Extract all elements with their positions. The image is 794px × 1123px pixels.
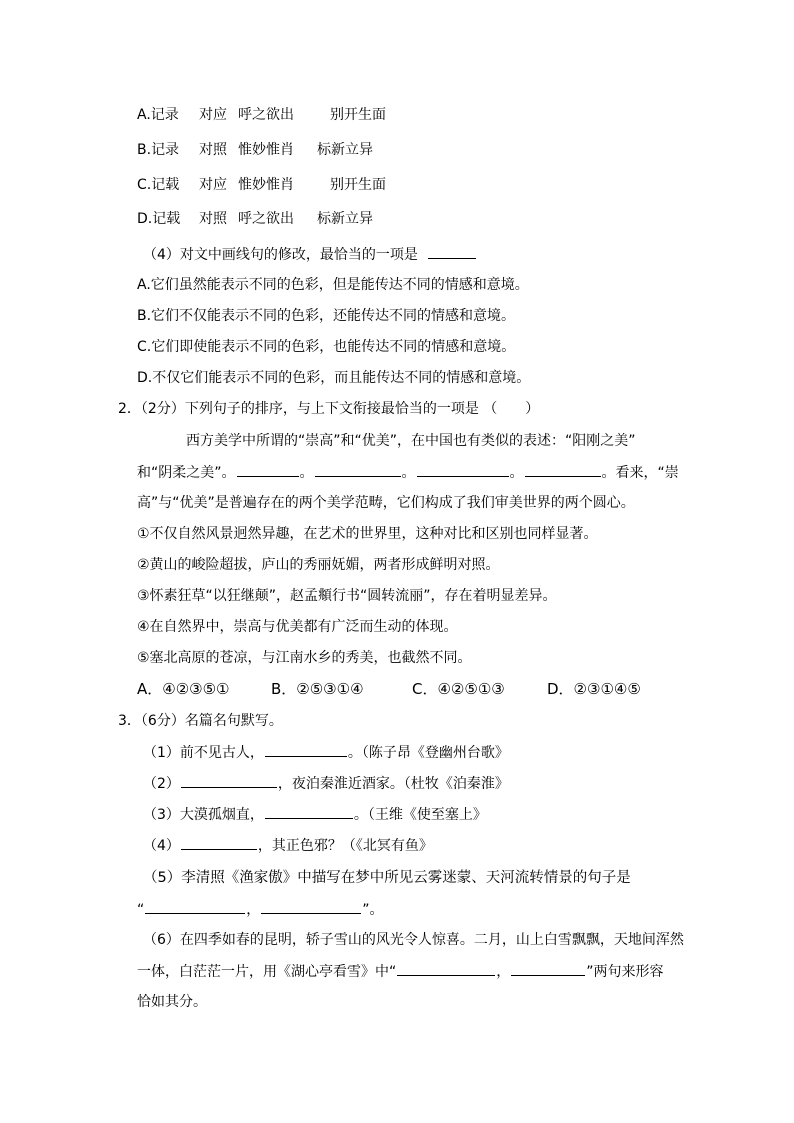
recite-blank[interactable] <box>145 899 245 914</box>
q3-stem: 3．（6分）名篇名句默写。 <box>118 713 283 729</box>
q2-item-2: ②黄山的峻险超拔，庐山的秀丽妩媚，两者形成鲜明对照。 <box>137 557 500 573</box>
q2-stem: 2．（2分）下列句子的排序，与上下文衔接最恰当的一项是 （ ） <box>118 401 540 417</box>
option-row-b: B.记录 对照 惟妙惟肖 标新立异 <box>137 142 373 158</box>
recite-blank[interactable] <box>261 899 361 914</box>
q3-item-3: （3）大漠孤烟直， 。（王维《使至塞上》 <box>143 804 487 825</box>
q3-item-6-line-3: 恰如其分。 <box>137 994 207 1010</box>
q3-item-5-line-2: “ ， ”。 <box>137 899 384 920</box>
option-row-c: C.记载 对应 惟妙惟肖 别开生面 <box>137 177 386 193</box>
q2-passage-line-1: 西方美学中所谓的“崇高”和“优美”，在中国也有类似的表述：“阳刚之美” <box>186 433 636 449</box>
passage-blank[interactable] <box>525 462 601 477</box>
recite-blank[interactable] <box>265 742 347 757</box>
option-row-d: D.记载 对照 呼之欲出 标新立异 <box>137 211 373 227</box>
recite-blank[interactable] <box>397 961 495 976</box>
q2-passage-line-3: 高”与“优美”是普遍存在的两个美学范畴，它们构成了我们审美世界的两个圆心。 <box>137 495 635 511</box>
recite-blank[interactable] <box>511 961 585 976</box>
choice-c[interactable]: C．④②⑤①③ <box>412 680 505 698</box>
passage-blank[interactable] <box>315 462 401 477</box>
choice-b[interactable]: B．②⑤③①④ <box>271 680 364 698</box>
q2-item-1: ①不仅自然风景迥然异趣，在艺术的世界里，这种对比和区别也同样显著。 <box>137 526 598 542</box>
q2-item-5: ⑤塞北高原的苍凉，与江南水乡的秀美，也截然不同。 <box>137 650 472 666</box>
sub4-option-b: B.它们不仅能表示不同的色彩，还能传达不同的情感和意境。 <box>137 308 516 324</box>
choice-a[interactable]: A．④②③⑤① <box>137 680 230 698</box>
q3-item-4: （4） ，其正色邪？（《北冥有鱼》 <box>143 835 433 856</box>
sub4-option-d: D.不仅它们能表示不同的色彩，而且能传达不同的情感和意境。 <box>137 370 531 386</box>
q3-item-5-line-1: （5）李清照《渔家傲》中描写在梦中所见云雾迷蒙、天河流转情景的句子是 <box>143 870 631 886</box>
passage-blank[interactable] <box>237 462 299 477</box>
q2-item-4: ④在自然界中，崇高与优美都有广泛而生动的体现。 <box>137 619 458 635</box>
choice-d[interactable]: D．②③①④⑤ <box>547 680 641 698</box>
sub4-option-c: C.它们即使能表示不同的色彩，也能传达不同的情感和意境。 <box>137 339 516 355</box>
sub4-option-a: A.它们虽然能表示不同的色彩，但是能传达不同的情感和意境。 <box>137 277 529 293</box>
recite-blank[interactable] <box>181 835 257 850</box>
q2-passage-line-2: 和“阴柔之美”。 。 。 。 。看来，“崇 <box>137 462 679 483</box>
q2-item-3: ③怀素狂草“以狂继颠”，赵孟頫行书“圆转流丽”，存在着明显差异。 <box>137 588 557 604</box>
passage-blank[interactable] <box>417 462 509 477</box>
recite-blank[interactable] <box>181 773 277 788</box>
q3-item-1: （1）前不见古人， 。（陈子昂《登幽州台歌》 <box>143 742 509 763</box>
q2-choices <box>137 679 641 699</box>
q3-item-6-line-2: 一体，白茫茫一片，用《湖心亭看雪》中“ ， ”两句来形容 <box>137 961 664 982</box>
option-row-a: A.记录 对应 呼之欲出 别开生面 <box>137 107 386 123</box>
recite-blank[interactable] <box>265 804 353 819</box>
q3-item-2: （2） ，夜泊秦淮近酒家。（杜牧《泊秦淮》 <box>143 773 509 794</box>
sub4-stem: （4）对文中画线句的修改，最恰当的一项是 <box>143 244 477 265</box>
answer-blank[interactable] <box>428 244 476 259</box>
q3-item-6-line-1: （6）在四季如春的昆明，轿子雪山的风光令人惊喜。二月，山上白雪飘飘，天地间浑然 <box>143 932 684 948</box>
